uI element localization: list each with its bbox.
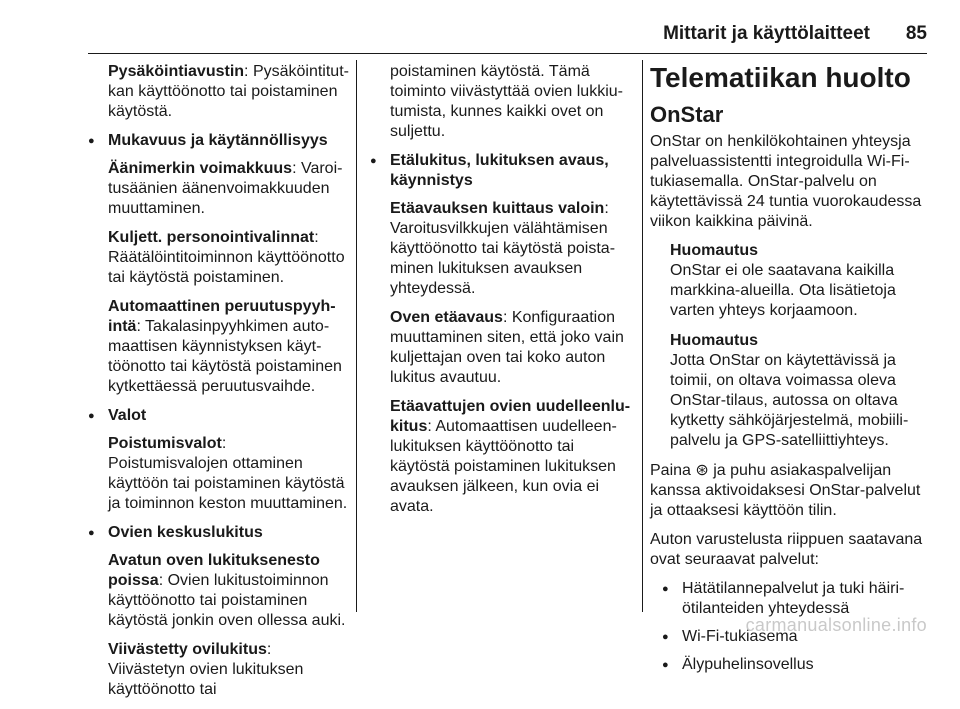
note-title: Huomautus — [670, 242, 758, 259]
setting-rear-wiper: Automaattinen peruutuspyyhintä: Takalasinpyyhkimen automaattisen käynnistyksen käyttöönotto tai käytöstä poistaminen kytkettäessä peruutusvaihde. — [108, 298, 342, 395]
column-right — [650, 62, 930, 683]
setting-relock: Etäavattujen ovien uudelleenlukitus: Automaattisen uudelleenlukituksen käyttöönotto tai käytöstä poistaminen lukituksen avauksen jälkeen, kun ovia ei avata. — [390, 398, 631, 515]
setting-anti-lockout: Avatun oven lukituksenesto poissa: Ovien lukitustoiminnon käyttöönotto tai poistaminen käytöstä jonkin oven ollessa auki. — [108, 552, 346, 629]
setting-delayed-locking: Viivästetty ovilukitus: Viivästetyn ovien lukituksen käyttöönotto tai — [108, 641, 304, 698]
setting-personalization: Kuljett. personointivalinnat: Räätälöintitoiminnon käyttöönotto tai käytöstä poistaminen. — [108, 229, 345, 286]
note-title: Huomautus — [670, 332, 758, 349]
note-text: Jotta OnStar on käytettävissä ja toimii, on oltava voimassa oleva OnStar-tilaus, autossa on oltava kytketty sähköjärjestelmä, mobiilipalvelu ja GPS-satelliittiyhteys. — [670, 352, 909, 449]
subsection-heading: OnStar — [650, 102, 724, 127]
note-text: OnStar ei ole saatavana kaikilla markkina-alueilla. Ota lisätietoja varten yhteys korjaamoon. — [670, 262, 896, 319]
page-header — [0, 0, 960, 52]
section-heading: Telematiikan huolto — [650, 62, 911, 93]
setting-chime-volume: Äänimerkin voimakkuus: Varoitusäänien äänenvoimakkuuden muuttaminen. — [108, 160, 343, 217]
list-item: ● Wi-Fi-tukiasema — [662, 627, 930, 647]
note-box — [650, 241, 930, 321]
column-middle — [370, 62, 634, 526]
intro-paragraph: OnStar on henkilökohtainen yhteysja palveluassistentti integroidulla Wi-Fi-tukiasemalla. OnStar-palvelu on käytettävissä 24 tuntia vuorokaudessa viikon kaikkina päivinä. — [650, 133, 922, 230]
column-left — [88, 62, 350, 709]
column-divider — [356, 60, 357, 612]
header-divider — [88, 53, 927, 54]
setting-parking-assist: Pysäköintiavustin: Pysäköintitutkan käyttöönotto tai poistaminen käytöstä. — [108, 63, 349, 120]
page-number: 85 — [905, 23, 927, 44]
equipment-paragraph: Auton varustelusta riippuen saatavana ovat seuraavat palvelut: — [650, 531, 923, 568]
setting-exit-lights: Poistumisvalot: Poistumisvalojen ottaminen käyttöön tai poistaminen käytöstä ja toiminnon keston muuttaminen. — [108, 435, 348, 512]
note-box — [650, 331, 930, 451]
section-comfort: ● Mukavuus ja käytännöllisyys — [88, 131, 350, 151]
section-remote-locking: ● Etälukitus, lukituksen avaus, käynnistys — [370, 151, 634, 191]
setting-unlock-feedback: Etäavauksen kuittaus valoin: Varoitusvilkkujen välähtämisen käyttöönotto tai käytöstä poistaminen lukituksen avauksen yhteydessä. — [390, 200, 616, 297]
continued-text: poistaminen käytöstä. Tämä toiminto viivästyttää ovien lukkiutumista, kunnes kaikki ovet on suljettu. — [390, 63, 623, 140]
setting-remote-door-unlock: Oven etäavaus: Konfiguraation muuttaminen siten, että joko vain kuljettajan oven tai koko auton lukitus avautuu. — [390, 309, 624, 386]
watermark: carmanualsonline.info — [745, 615, 927, 635]
list-item: ● Hätätilannepalvelut ja tuki häiriötilanteiden yhteydessä — [662, 579, 930, 619]
section-central-locking: ● Ovien keskuslukitus — [88, 523, 350, 543]
section-lights: ● Valot — [88, 406, 350, 426]
list-item: ● Älypuhelinsovellus — [662, 655, 930, 675]
chapter-title: Mittarit ja käyttölaitteet — [663, 23, 870, 44]
press-button-paragraph: Paina ⊛ ja puhu asiakaspalvelijan kanssa aktivoidaksesi OnStar-palvelut ja ottaaksesi käyttöön tilin. — [650, 462, 921, 519]
column-divider — [642, 60, 643, 612]
